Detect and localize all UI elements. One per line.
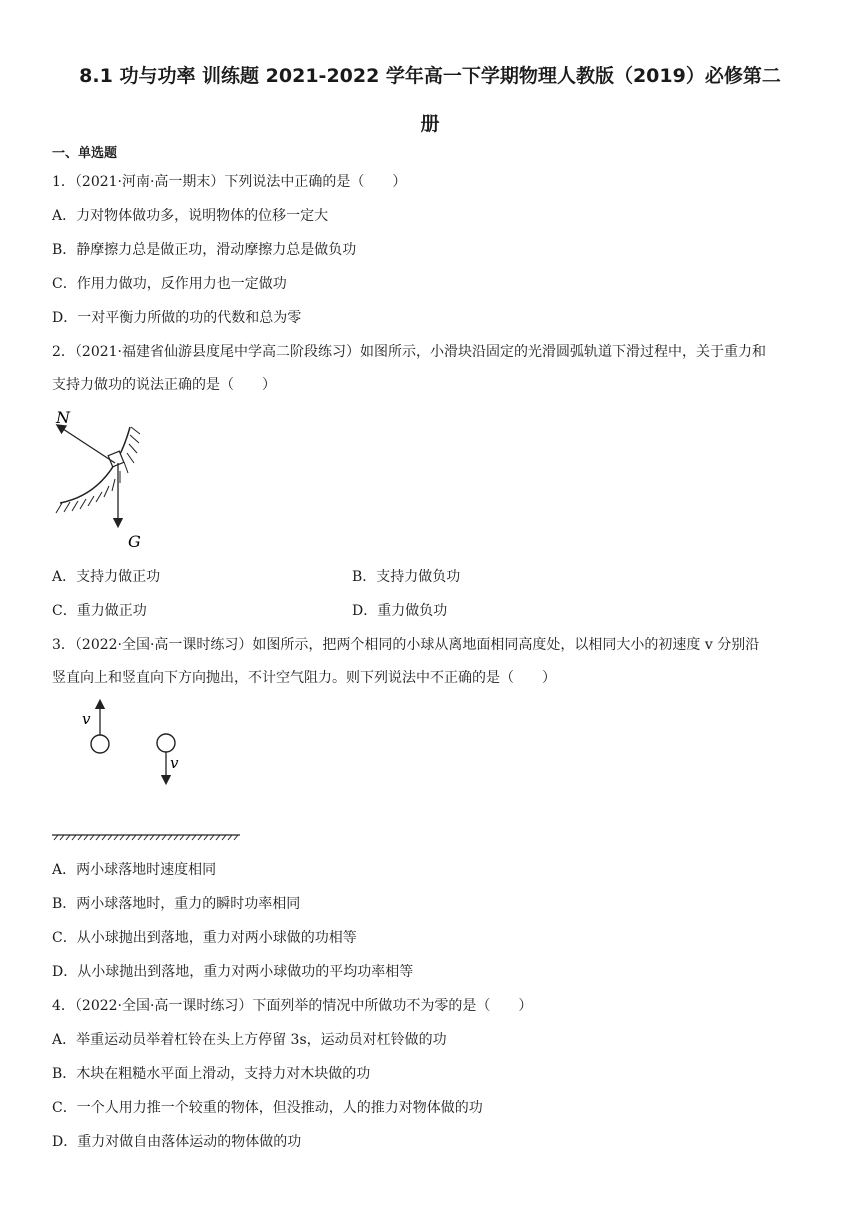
question-2-option-b: B．支持力做负功: [352, 569, 461, 585]
question-2-option-a: A．支持力做正功: [52, 569, 161, 585]
question-2-stem-line-1: 2．（2021·福建省仙游县度尾中学高二阶段练习）如图所示，小滑块沿固定的光滑圆弧轨道下滑过程中，关于重力和: [52, 344, 766, 360]
title-line-1: 8.1 功与功率 训练题 2021-2022 学年高一下学期物理人教版（2019）必修第二: [79, 65, 781, 87]
question-4-option-c: C．一个人用力推一个较重的物体，但没推动，人的推力对物体做的功: [52, 1100, 483, 1116]
question-4-option-d: D．重力对做自由落体运动的物体做的功: [52, 1134, 302, 1150]
velocity-down-label: v: [170, 754, 179, 772]
question-3-option-c: C．从小球抛出到落地，重力对两小球做的功相等: [52, 930, 357, 946]
normal-force-label: N: [56, 408, 70, 427]
question-4-stem: 4．（2022·全国·高一课时练习）下面列举的情况中所做功不为零的是（ ）: [52, 998, 533, 1014]
gravity-label: G: [128, 532, 141, 551]
question-3-stem-line-1: 3．（2022·全国·高一课时练习）如图所示，把两个相同的小球从离地面相同高度处，以相同大小的初速度 v 分别沿: [52, 637, 760, 653]
two-balls-figure: [52, 698, 252, 848]
question-3-option-a: A．两小球落地时速度相同: [52, 862, 217, 878]
question-4-option-b: B．木块在粗糙水平面上滑动，支持力对木块做的功: [52, 1066, 371, 1082]
question-1-stem: 1．（2021·河南·高一期末）下列说法中正确的是（ ）: [52, 174, 407, 190]
question-1-option-b: B．静摩擦力总是做正功，滑动摩擦力总是做负功: [52, 242, 357, 258]
question-3-option-d: D．从小球抛出到落地，重力对两小球做功的平均功率相等: [52, 964, 414, 980]
title-line-2: 册: [420, 113, 440, 135]
question-1-option-a: A．力对物体做功多，说明物体的位移一定大: [52, 208, 329, 224]
question-3-stem-line-2: 竖直向上和竖直向下方向抛出，不计空气阻力。则下列说法中不正确的是（ ）: [52, 670, 556, 686]
question-2-stem-line-2: 支持力做功的说法正确的是（ ）: [52, 377, 276, 393]
question-1-option-c: C．作用力做功，反作用力也一定做功: [52, 276, 287, 292]
question-3-option-b: B．两小球落地时，重力的瞬时功率相同: [52, 896, 301, 912]
section-heading: 一、单选题: [52, 146, 118, 161]
arc-track-figure: [52, 405, 172, 555]
question-1-option-d: D．一对平衡力所做的功的代数和总为零: [52, 310, 302, 326]
velocity-up-label: v: [82, 710, 91, 728]
question-2-option-d: D．重力做负功: [352, 603, 448, 619]
question-4-option-a: A．举重运动员举着杠铃在头上方停留 3s，运动员对杠铃做的功: [52, 1032, 447, 1048]
question-2-option-c: C．重力做正功: [52, 603, 147, 619]
